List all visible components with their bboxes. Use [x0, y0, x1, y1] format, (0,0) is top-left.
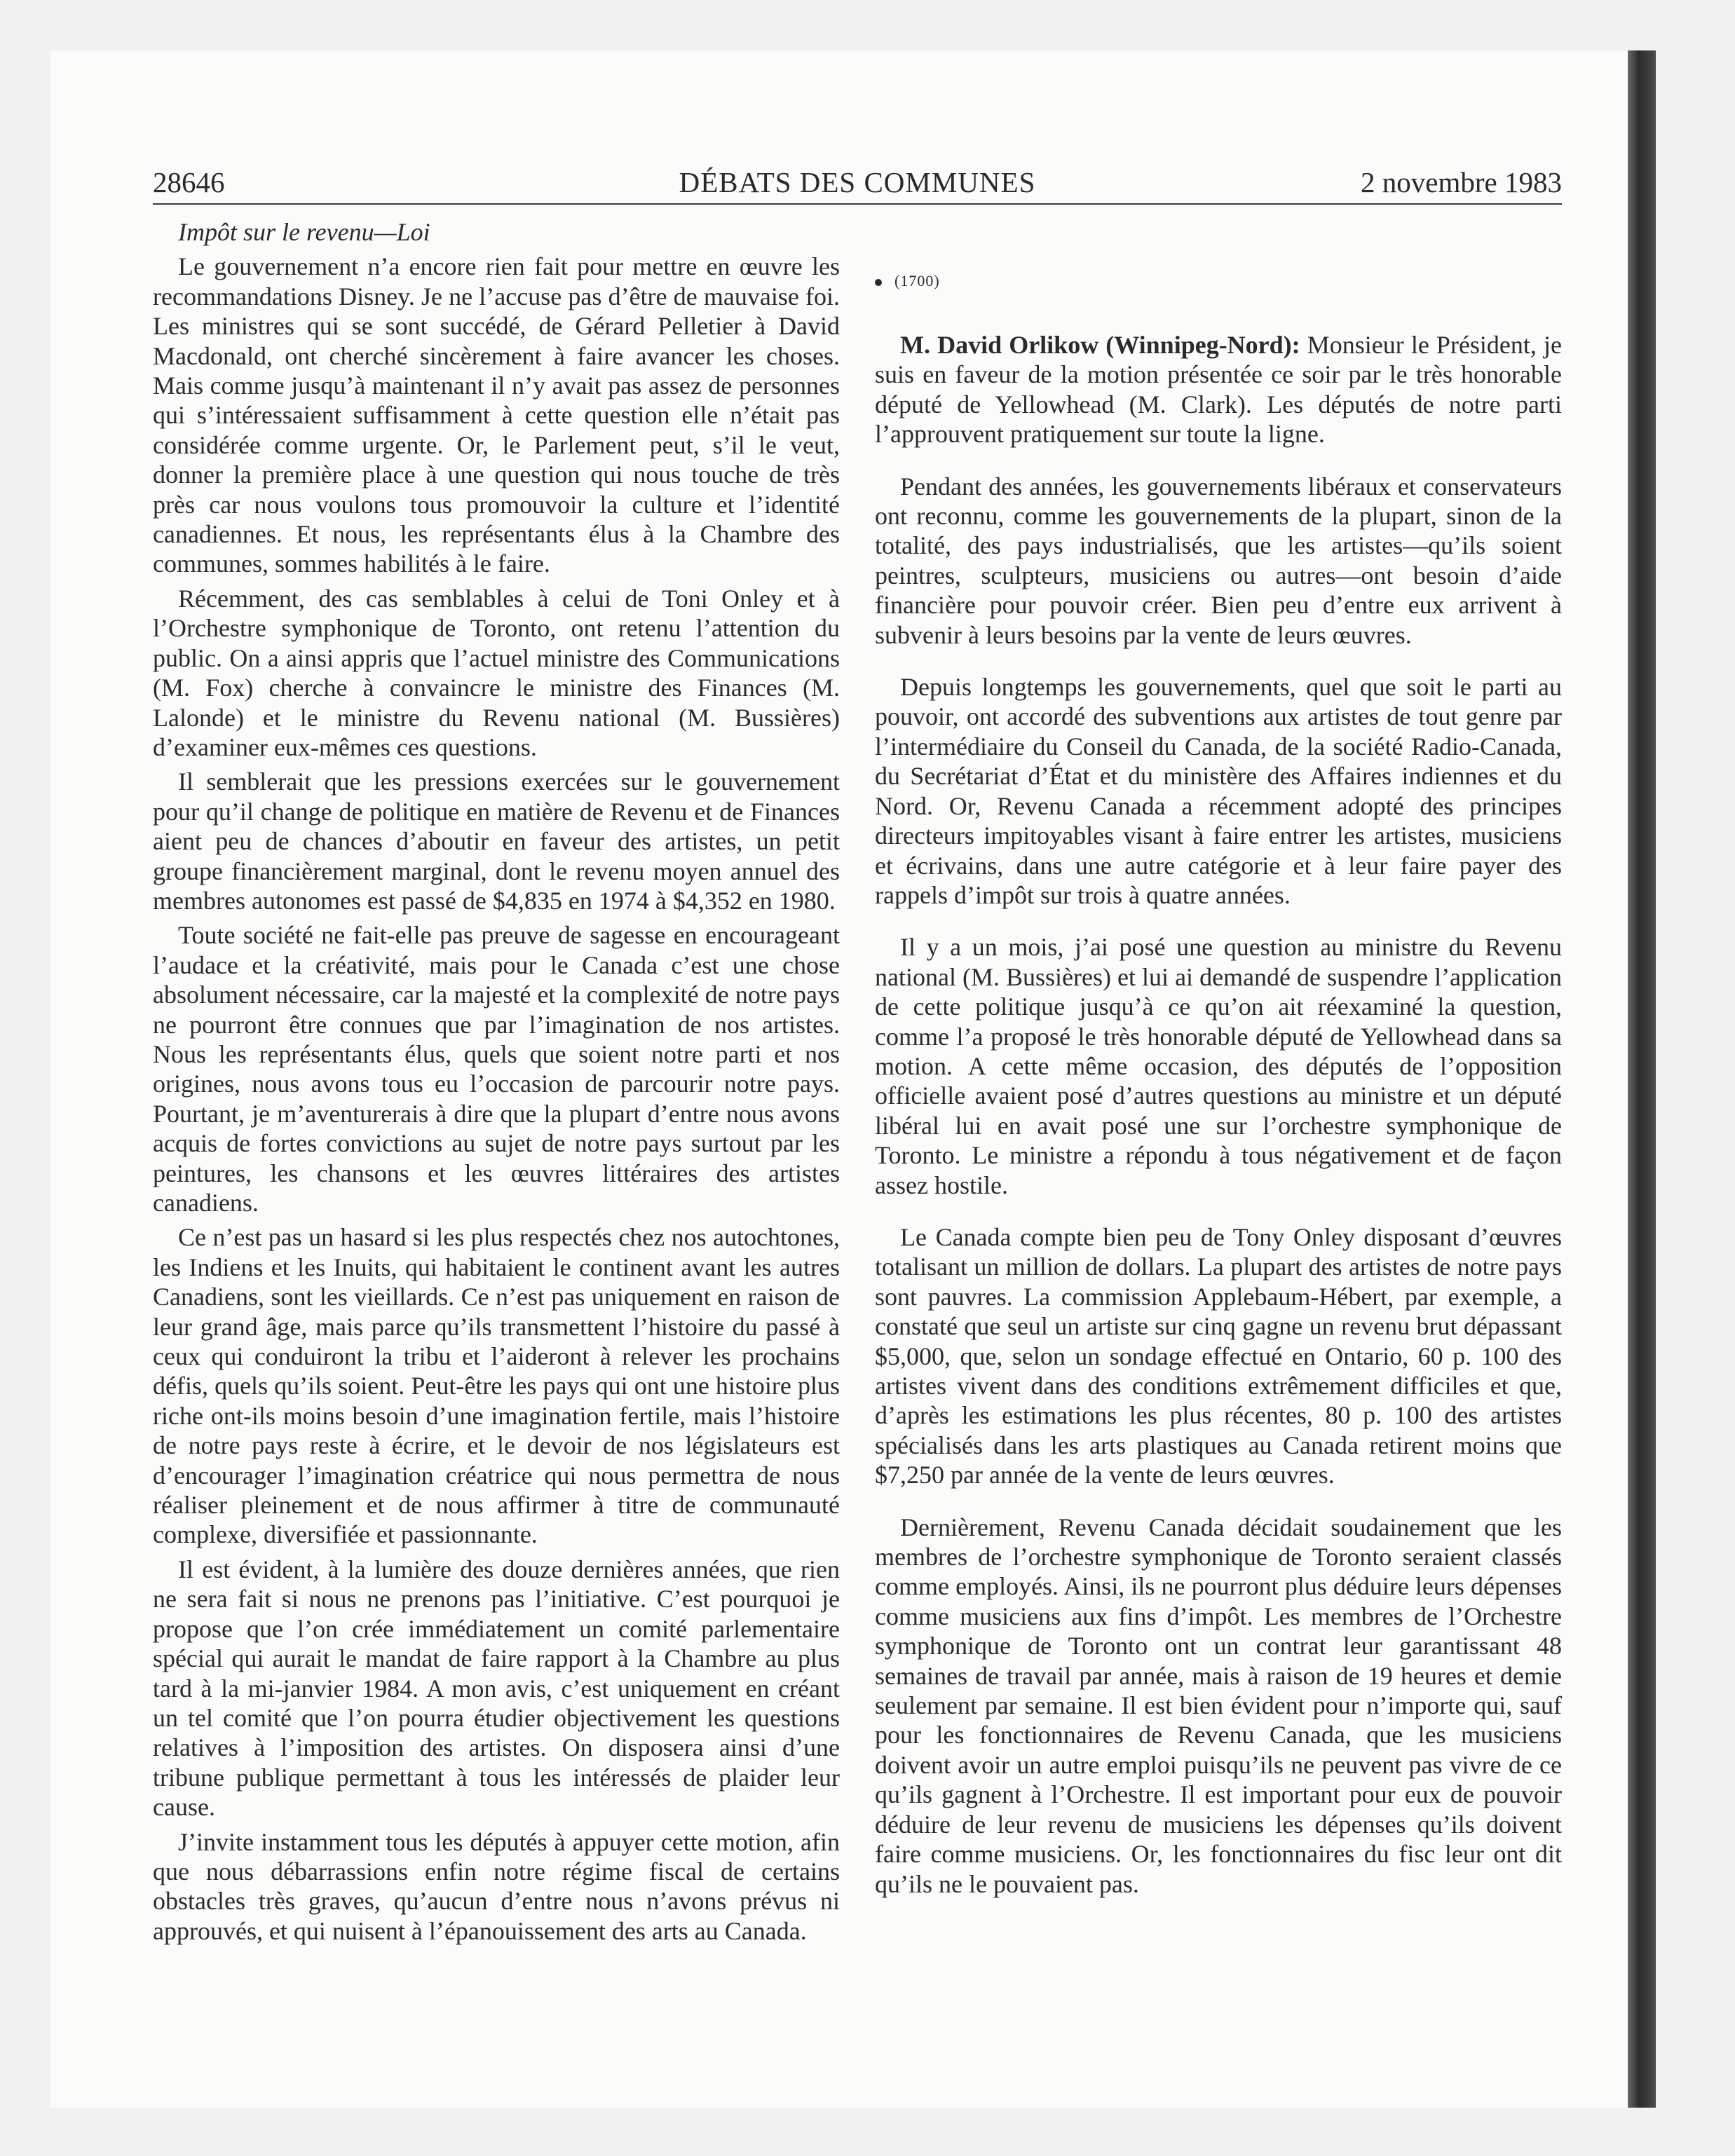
left-column — [153, 217, 840, 1946]
section-heading: Impôt sur le revenu—Loi — [178, 218, 430, 246]
paragraph: J’invite instamment tous les députés à appuyer cette motion, afin que nous débarrassions enfin notre régime fiscal de certains obstacles très graves, qu’aucun d’entre nous n’avons prévus ni approuvés, et qui nuisent à l’épanouissement des arts au Canada. — [153, 1827, 840, 1945]
journal-title: DÉBATS DES COMMUNES — [679, 166, 1036, 198]
page-number: 28646 — [153, 166, 225, 198]
speaker-name: M. David Orlikow (Winnipeg-Nord): — [900, 331, 1300, 359]
paragraph: Depuis longtemps les gouvernements, quel que soit le parti au pouvoir, ont accordé des subventions aux artistes de tout genre par l’intermédiaire du Conseil du Canada, de la société Radio-Canada, du Secrétariat d’État et du ministère des Affaires indiennes et du Nord. Or, Revenu Canada a récemment adopté des principes directeurs impitoyables visant à faire entrer les artistes, musiciens et écrivains, dans une autre catégorie et à leur faire payer des rappels d’impôt sur trois à quatre années. — [875, 673, 1562, 909]
paragraph: Il y a un mois, j’ai posé une question au ministre du Revenu national (M. Bussières) et lui ai demandé de suspendre l’application de cette politique jusqu’à ce qu’on ait réexaminé la question, comme l’a proposé le très honorable député de Yellowhead dans sa motion. A cette même occasion, des députés de l’opposition officielle avaient posé d’autres questions au ministre et un député libéral lui en avait posé une sur l’orchestre symphonique de Toronto. Le ministre a répondu à tous négativement et de façon assez hostile. — [875, 933, 1562, 1199]
right-column — [875, 217, 1562, 1899]
scan-binding-edge — [1628, 50, 1656, 2108]
speech-opening: Monsieur le Président, je suis en faveur de la motion présentée ce soir par le très honorable député de Yellowhead (M. Clark). Les députés de notre parti l’approuvent pratiquement sur toute la ligne. — [875, 331, 1562, 449]
paragraph: Ce n’est pas un hasard si les plus respectés chez nos autochtones, les Indiens et les Inuits, qui habitaient le continent avant les autres Canadiens, sont les vieillards. Ce n’est pas uniquement en raison de leur grand âge, mais parce qu’ils transmettent l’histoire du passé à ceux qui conduiront la tribu et l’aideront à relever les prochains défis, quels qu’ils soient. Peut-être les pays qui ont une histoire plus riche ont-ils moins besoin d’une imagination fertile, mais l’histoire de notre pays reste à écrire, et le devoir de nos législateurs est d’encourager l’imagination créatrice qui nous permettra de nous réaliser pleinement et de nous affirmer à titre de communauté complexe, diversifiée et passionnante. — [153, 1223, 840, 1549]
running-header — [153, 165, 1562, 207]
paragraph: Il semblerait que les pressions exercées sur le gouvernement pour qu’il change de politique en matière de Revenu et de Finances aient peu de chances d’aboutir en faveur des artistes, un petit groupe financièrement marginal, dont le revenu moyen annuel des membres autonomes est passé de $4,835 en 1974 à $4,352 en 1980. — [153, 767, 840, 915]
paragraph: Dernièrement, Revenu Canada décidait soudainement que les membres de l’orchestre symphonique de Toronto seraient classés comme employés. Ainsi, ils ne pourront plus déduire leurs dépenses comme musiciens aux fins d’impôt. Les membres de l’Orchestre symphonique de Toronto ont un contrat leur garantissant 48 semaines de travail par année, mais à raison de 19 heures et demie seulement par semaine. Il est bien évident pour n’importe qui, sauf pour les fonctionnaires de Revenu Canada, que les musiciens doivent avoir un autre emploi puisqu’ils ne peuvent pas vivre de ce qu’ils gagnent à l’Orchestre. Il est important pour eux de pouvoir déduire de leur revenu de musiciens les dépenses qu’ils doivent faire comme musiciens. Or, les fonctionnaires du fisc leur ont dit qu’ils ne le pouvaient pas. — [875, 1513, 1562, 1898]
paragraph: Pendant des années, les gouvernements libéraux et conservateurs ont reconnu, comme les gouvernements de la plupart, sinon de la totalité, des pays industrialisés, que les artistes—qu’ils soient peintres, sculpteurs, musiciens ou autres—ont besoin d’aide financière pour pouvoir créer. Bien peu d’entre eux arrivent à subvenir à leurs besoins par la vente de leurs œuvres. — [875, 472, 1562, 649]
paragraph: Récemment, des cas semblables à celui de Toni Onley et à l’Orchestre symphonique de Toronto, ont retenu l’attention du public. On a ainsi appris que l’actuel ministre des Communications (M. Fox) cherche à convaincre le ministre des Finances (M. Lalonde) et le ministre du Revenu national (M. Bussières) d’examiner eux-mêmes ces questions. — [153, 584, 840, 761]
time-stamp — [875, 271, 1562, 292]
paragraph: Le gouvernement n’a encore rien fait pour mettre en œuvre les recommandations Disney. Je ne l’accuse pas d’être de mauvaise foi. Les ministres qui se sont succédé, de Gérard Pelletier à David Macdonald, ont cherché sincèrement à faire avancer les choses. Mais comme jusqu’à maintenant il n’y avait pas assez de personnes qui s’intéressaient suffisamment à cette question elle n’était pas considérée comme urgente. Or, le Parlement peut, s’il le veut, donner la première place à une question qui nous touche de très près car nous voulons tous promouvoir la culture et l’identité canadiennes. Et nous, les représentants élus à la Chambre des communes, sommes habilités à le faire. — [153, 252, 840, 578]
header-rule — [153, 203, 1562, 205]
time-stamp-label: (1700) — [894, 272, 940, 289]
paragraph: Le Canada compte bien peu de Tony Onley disposant d’œuvres totalisant un million de dollars. La plupart des artistes de notre pays sont pauvres. La commission Applebaum-Hébert, par exemple, a constaté que seul un artiste sur cinq gagne un revenu brut dépassant $5,000, que, selon un sondage effectué en Ontario, 60 p. 100 des artistes vivent dans des conditions extrêmement difficiles et que, d’après les estimations les plus récentes, 80 p. 100 des artistes spécialisés dans les arts plastiques au Canada retirent moins que $7,250 par année de la vente de leurs œuvres. — [875, 1222, 1562, 1489]
bullet-icon — [875, 279, 882, 286]
paragraph: Il est évident, à la lumière des douze dernières années, que rien ne sera fait si nous ne prenons pas l’initiative. C’est pourquoi je propose que l’on crée immédiatement un comité parlementaire spécial qui aurait le mandat de faire rapport à la Chambre au plus tard à la mi-janvier 1984. A mon avis, c’est uniquement en créant un tel comité que l’on pourra étudier objectivement les questions relatives à l’imposition des artistes. On disposera ainsi d’une tribune publique permettant à tous les intéressés de plaider leur cause. — [153, 1555, 840, 1822]
paragraph: Toute société ne fait-elle pas preuve de sagesse en encourageant l’audace et la créativité, mais pour le Canada c’est une chose absolument nécessaire, car la majesté et la complexité de notre pays ne pourront être connues que par l’imagination de nos artistes. Nous les représentants élus, quels que soient notre parti et nos origines, nous avons tous eu l’occasion de parcourir notre pays. Pourtant, je m’aventurerais à dire que la plupart d’entre nous avons acquis de fortes convictions au sujet de notre pays surtout par les peintures, les chansons et les œuvres littéraires des artistes canadiens. — [153, 921, 840, 1217]
issue-date: 2 novembre 1983 — [1361, 166, 1562, 198]
speech-opening-paragraph — [875, 330, 1562, 449]
